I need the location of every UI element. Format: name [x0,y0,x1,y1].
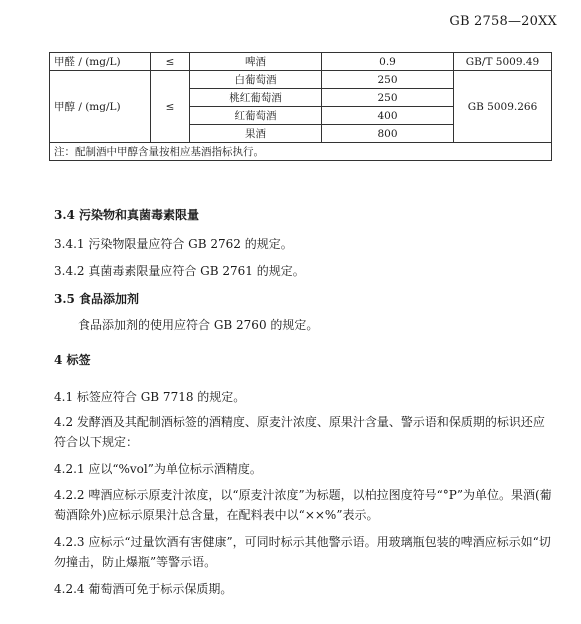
category-cell: 桃红葡萄酒 [190,89,322,107]
value-cell: 800 [322,125,454,143]
clause-4-2-1: 4.2.1 应以“%vol”为单位标示酒精度。 [54,462,262,476]
section-heading-3-4: 3.4 污染物和真菌毒素限量 [54,208,200,222]
category-cell: 啤酒 [190,53,322,71]
operator-cell: ≤ [151,53,190,71]
standard-code: GB 2758—20XX [449,14,557,29]
value-cell: 250 [322,71,454,89]
clause-3-4-1: 3.4.1 污染物限量应符合 GB 2762 的规定。 [54,237,293,251]
clause-4-2: 4.2 发酵酒及其配制酒标签的酒精度、原麦汁浓度、原果汁含量、警示语和保质期的标识还应符合以下规定： [54,415,545,449]
table-note: 注：配制酒中甲醇含量按相应基酒指标执行。 [50,143,552,161]
operator-cell: ≤ [151,71,190,143]
table-row [50,71,552,89]
category-cell: 红葡萄酒 [190,107,322,125]
clause-3-5-text: 食品添加剂的使用应符合 GB 2760 的规定。 [78,318,319,332]
clause-4-2-2: 4.2.2 啤酒应标示原麦汁浓度，以“原麦汁浓度”为标题，以柏拉图度符号“°P”为单位。果酒(葡萄酒除外)应标示原果汁总含量，在配料表中以“××%”表示。 [54,488,552,522]
section-heading-4: 4 标签 [54,353,91,367]
section-heading-3-5: 3.5 食品添加剂 [54,292,140,306]
category-cell: 果酒 [190,125,322,143]
value-cell: 250 [322,89,454,107]
table-row [50,53,552,71]
item-cell: 甲醇 / (mg/L) [50,71,151,143]
value-cell: 0.9 [322,53,454,71]
item-cell: 甲醛 / (mg/L) [50,53,151,71]
method-cell: GB 5009.266 [454,71,552,143]
method-cell: GB/T 5009.49 [454,53,552,71]
clause-4-2-4: 4.2.4 葡萄酒可免于标示保质期。 [54,582,233,596]
clause-3-4-2: 3.4.2 真菌毒素限量应符合 GB 2761 的规定。 [54,264,305,278]
value-cell: 400 [322,107,454,125]
clause-4-2-3: 4.2.3 应标示“过量饮酒有害健康”，可同时标示其他警示语。用玻璃瓶包装的啤酒应标示如“切勿撞击，防止爆瓶”等警示语。 [54,535,551,569]
table-row [50,143,552,161]
clause-4-1: 4.1 标签应符合 GB 7718 的规定。 [54,390,246,404]
limits-table [49,52,552,161]
category-cell: 白葡萄酒 [190,71,322,89]
